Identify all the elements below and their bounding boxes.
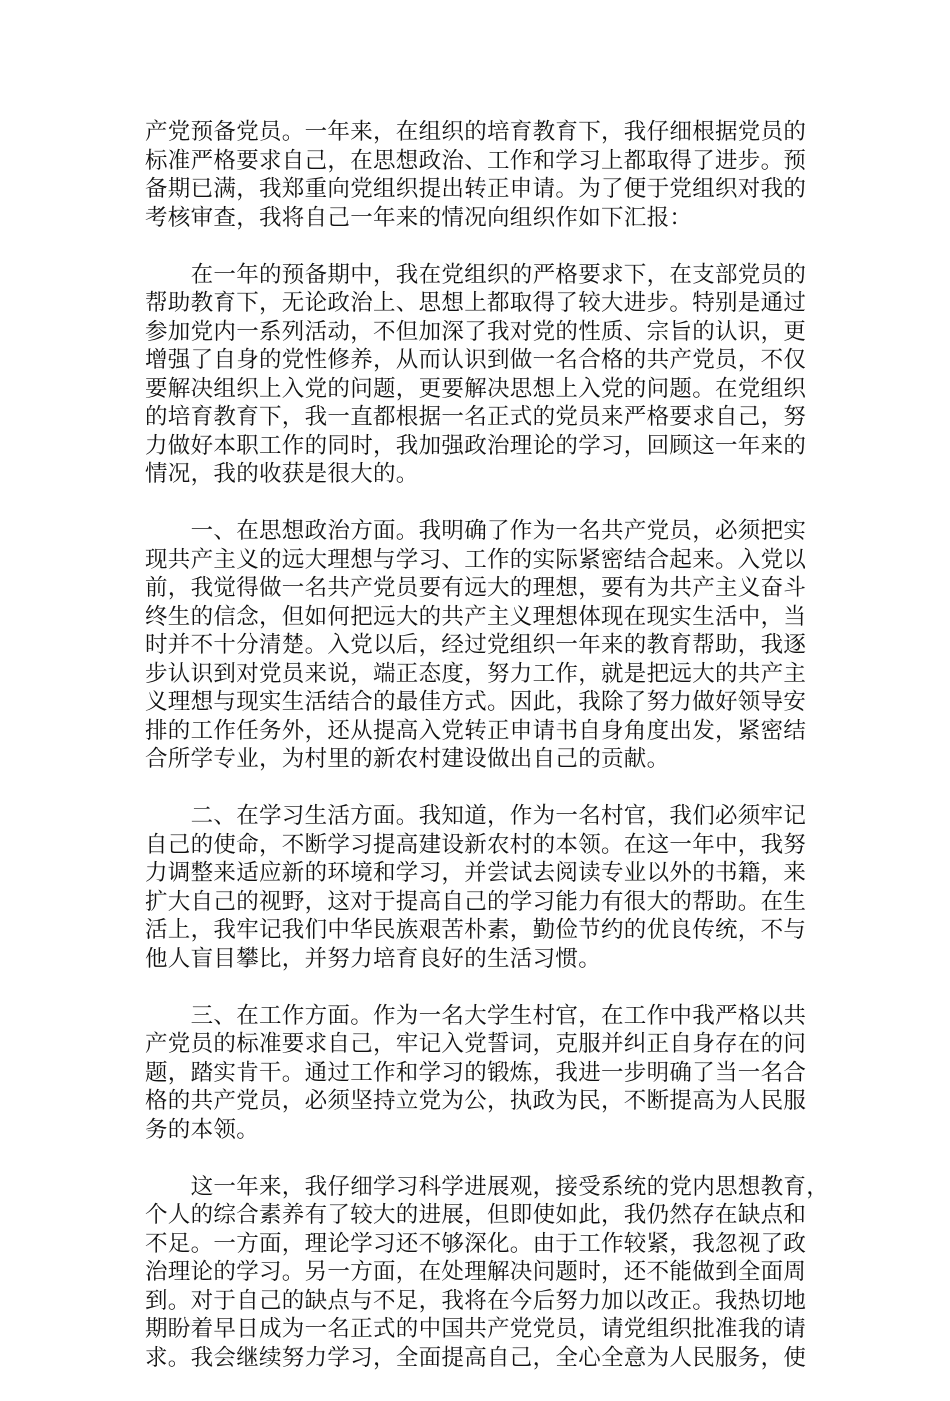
text-line: 增强了自身的党性修养，从而认识到做一名合格的共产党员，不仅 [145,347,807,373]
text-line: 自己的使命，不断学习提高建设新农村的本领。在这一年中，我努 [145,831,807,858]
text-line: 治理论的学习。另一方面，在处理解决问题时，还不能做到全面周 [145,1259,807,1285]
text-line: 二、在学习生活方面。我知道，作为一名村官，我们必须牢记 [145,803,807,829]
text-line: 一、在思想政治方面。我明确了作为一名共产党员，必须把实 [145,518,807,544]
text-line: 务的本领。 [145,1116,260,1143]
text-line: 步认识到对党员来说，端正态度，努力工作，就是把远大的共产主 [145,660,807,687]
text-line: 时并不十分清楚。入党以后，经过党组织一年来的教育帮助，我逐 [145,632,807,658]
text-line: 求。我会继续努力学习，全面提高自己，全心全意为人民服务，使 [145,1344,807,1371]
text-line: 题，踏实肯干。通过工作和学习的锻炼，我进一步明确了当一名合 [145,1059,807,1086]
text-line: 期盼着早日成为一名正式的中国共产党党员，请党组织批准我的请 [145,1316,807,1342]
paragraph-work [145,1002,835,1145]
paragraph-ideology-politics [145,517,835,774]
text-line: 终生的信念，但如何把远大的共产主义理想体现在现实生活中，当 [145,603,807,630]
text-line: 排的工作任务外，还从提高入党转正申请书自身角度出发，紧密结 [145,717,807,744]
text-line: 到。对于自己的缺点与不足，我将在今后努力加以改正。我热切地 [145,1287,807,1314]
text-line: 参加党内一系列活动，不但加深了我对党的性质、宗旨的认识，更 [145,318,807,345]
text-line: 要解决组织上入党的问题，更要解决思想上入党的问题。在党组织 [145,375,807,402]
text-line: 考核审查，我将自己一年来的情况向组织作如下汇报： [145,204,693,231]
text-line: 标准严格要求自己，在思想政治、工作和学习上都取得了进步。预 [145,147,807,174]
text-line: 产党预备党员。一年来，在组织的培育教育下，我仔细根据党员的 [145,119,807,145]
text-line: 不足。一方面，理论学习还不够深化。由于工作较紧，我忽视了政 [145,1230,807,1257]
paragraph-study-life [145,802,835,973]
text-line: 个人的综合素养有了较大的进展，但即使如此，我仍然存在缺点和 [145,1202,807,1228]
text-line: 现共产主义的远大理想与学习、工作的实际紧密结合起来。入党以 [145,546,807,573]
text-line: 产党员的标准要求自己，牢记入党誓词，克服并纠正自身存在的问 [145,1031,807,1057]
paragraph-self-assessment [145,1173,835,1373]
paragraph-probation-period [145,261,835,489]
text-line: 格的共产党员，必须坚持立党为公，执政为民，不断提高为人民服 [145,1088,807,1114]
text-line: 合所学专业，为村里的新农村建设做出自己的贡献。 [145,746,670,772]
text-line: 这一年来，我仔细学习科学进展观，接受系统的党内思想教育， [145,1173,830,1200]
text-line: 力调整来适应新的环境和学习，并尝试去阅读专业以外的书籍，来 [145,860,807,886]
text-line: 力做好本职工作的同时，我加强政治理论的学习，回顾这一年来的 [145,432,807,459]
text-line: 的培育教育下，我一直都根据一名正式的党员来严格要求自己，努 [145,404,807,430]
text-line: 帮助教育下，无论政治上、思想上都取得了较大进步。特别是通过 [145,290,807,316]
paragraph-intro [145,118,835,232]
text-line: 三、在工作方面。作为一名大学生村官，在工作中我严格以共 [145,1002,807,1029]
text-line: 前，我觉得做一名共产党员要有远大的理想，要有为共产主义奋斗 [145,575,807,601]
text-line: 扩大自己的视野，这对于提高自己的学习能力有很大的帮助。在生 [145,888,807,915]
text-line: 义理想与现实生活结合的最佳方式。因此，我除了努力做好领导安 [145,689,807,715]
document-body [145,118,835,1401]
text-line: 情况，我的收获是很大的。 [145,461,419,487]
text-line: 在一年的预备期中，我在党组织的严格要求下，在支部党员的 [145,261,807,288]
text-line: 他人盲目攀比，并努力培育良好的生活习惯。 [145,945,602,972]
text-line: 备期已满，我郑重向党组织提出转正申请。为了便于党组织对我的 [145,176,807,202]
text-line: 活上，我牢记我们中华民族艰苦朴素，勤俭节约的优良传统，不与 [145,917,807,943]
